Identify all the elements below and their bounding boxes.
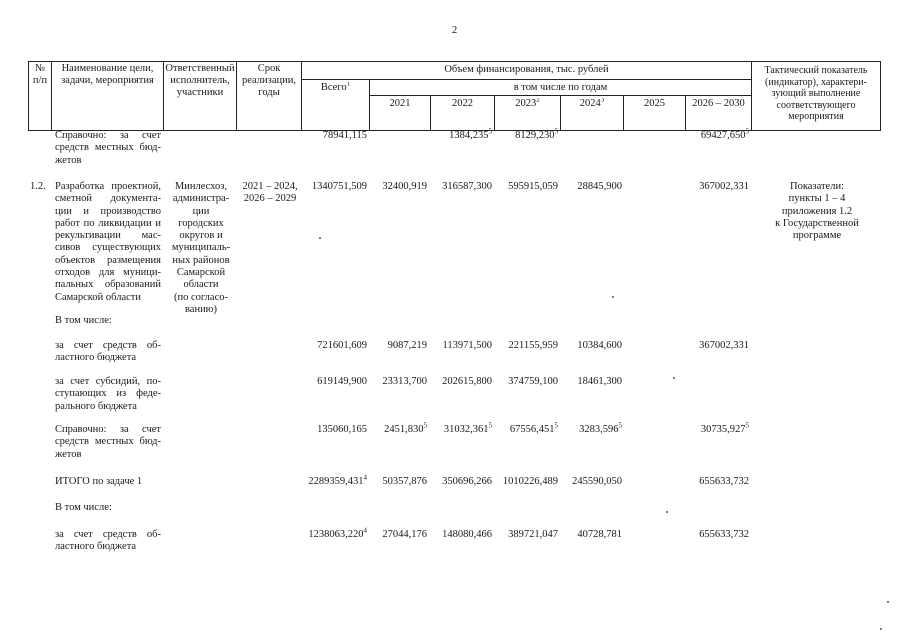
row-2026-2030: 655633,732 bbox=[699, 476, 749, 487]
scan-speck bbox=[666, 511, 668, 513]
row-2026-2030: 30735,927$^5$ bbox=[700, 421, 749, 435]
scan-speck bbox=[319, 237, 321, 239]
row-2022: 316587,300 bbox=[442, 181, 492, 192]
row-2024: 3283,596$^5$ bbox=[579, 421, 622, 435]
row-2023: 595915,059 bbox=[508, 181, 558, 192]
row-name: Справочно: за счет средств местных бюд-жетов bbox=[55, 130, 161, 166]
row-2022: 202615,800 bbox=[442, 376, 492, 387]
header-2022: 2022 bbox=[452, 98, 473, 109]
row-2021: 23313,700 bbox=[382, 376, 427, 387]
row-2023: 8129,230$^5$ bbox=[515, 127, 558, 141]
row-2021: 9087,219 bbox=[387, 340, 427, 351]
row-name: за счет средств об-ластного бюджета bbox=[55, 340, 161, 364]
row-2022: 113971,500 bbox=[442, 340, 492, 351]
header-2025: 2025 bbox=[644, 98, 665, 109]
header-indicator: Тактический показатель (индикатор), характери- зующий выполнение соответствующего мероприятия bbox=[764, 65, 868, 122]
row-indicator: Показатели: пункты 1 – 4 приложения 1.2 к Государственной программе bbox=[775, 181, 859, 242]
row-2026-2030: 69427,650$^5$ bbox=[700, 127, 749, 141]
row-name: В том числе: bbox=[55, 315, 112, 326]
row-total: 1238063,220$^4$ bbox=[308, 526, 367, 540]
row-2023: 389721,047 bbox=[508, 529, 558, 540]
scan-speck bbox=[887, 601, 889, 603]
row-2024: 40728,781 bbox=[577, 529, 622, 540]
row-name: за счет средств об-ластного бюджета bbox=[55, 529, 161, 553]
header-num: № п/п bbox=[32, 63, 48, 86]
header-responsible: Ответственный исполнитель, участники bbox=[165, 63, 235, 98]
table-header bbox=[28, 61, 881, 131]
row-2023: 374759,100 bbox=[508, 376, 558, 387]
row-name: за счет субсидий, по-ступающих из феде-рального бюджета bbox=[55, 376, 161, 412]
row-2022: 148080,466 bbox=[442, 529, 492, 540]
header-2023: 2023$^2$ bbox=[515, 98, 540, 109]
row-term: 2021 – 2024, 2026 – 2029 bbox=[242, 181, 298, 205]
header-2021: 2021 bbox=[389, 98, 411, 109]
header-2026-2030: 2026 – 2030 bbox=[692, 98, 745, 109]
row-total: 619149,900 bbox=[317, 376, 367, 387]
row-total: 78941,115 bbox=[322, 130, 367, 141]
row-name: Разработка проектной, сметной документа-ции и производство работ по ликвидации и рекультивации мас-сивов существующих объектов размещения отходов для муници-пальных образований Самарской области bbox=[55, 181, 161, 303]
row-2021: 27044,176 bbox=[382, 529, 427, 540]
row-2026-2030: 367002,331 bbox=[699, 181, 749, 192]
row-total: 2289359,431$^4$ bbox=[308, 473, 367, 487]
row-total: 721601,609 bbox=[317, 340, 367, 351]
row-2022: 350696,266 bbox=[442, 476, 492, 487]
row-2022: 1384,235$^5$ bbox=[449, 127, 492, 141]
row-2022: 31032,361$^5$ bbox=[443, 421, 492, 435]
row-2021: 32400,919 bbox=[382, 181, 427, 192]
header-2024: 2024$^3$ bbox=[579, 98, 605, 109]
header-total: Всего$^1$ bbox=[320, 82, 351, 93]
row-responsible: Минлесхоз, администра- ции городских округов и муниципаль- ных районов Самарской области (по согласо- ванию) bbox=[171, 181, 231, 315]
scan-speck bbox=[880, 628, 882, 630]
row-2023: 1010226,489 bbox=[502, 476, 558, 487]
row-2024: 18461,300 bbox=[577, 376, 622, 387]
header-name: Наименование цели, задачи, мероприятия bbox=[61, 63, 154, 86]
header-funding: Объем финансирования, тыс. рублей bbox=[444, 64, 609, 75]
row-2024: 10384,600 bbox=[577, 340, 622, 351]
row-2023: 221155,959 bbox=[508, 340, 558, 351]
row-name: ИТОГО по задаче 1 bbox=[55, 476, 143, 487]
row-total: 135060,165 bbox=[317, 424, 367, 435]
row-2024: 28845,900 bbox=[577, 181, 622, 192]
row-total: 1340751,509 bbox=[311, 181, 367, 192]
row-num: 1.2. bbox=[30, 181, 46, 192]
header-by-years: в том числе по годам bbox=[513, 82, 608, 93]
scan-speck bbox=[673, 377, 675, 379]
row-2023: 67556,451$^5$ bbox=[509, 421, 558, 435]
scan-speck bbox=[612, 296, 614, 298]
row-2026-2030: 367002,331 bbox=[699, 340, 749, 351]
row-2024: 245590,050 bbox=[572, 476, 622, 487]
header-term: Срок реализации, годы bbox=[242, 63, 296, 98]
row-name: В том числе: bbox=[55, 502, 112, 513]
row-name: Справочно: за счет средств местных бюд-жетов bbox=[55, 424, 161, 460]
row-2021: 50357,876 bbox=[382, 476, 427, 487]
row-2021: 2451,830$^5$ bbox=[384, 421, 427, 435]
page-number: 2 bbox=[451, 24, 458, 36]
row-2026-2030: 655633,732 bbox=[699, 529, 749, 540]
